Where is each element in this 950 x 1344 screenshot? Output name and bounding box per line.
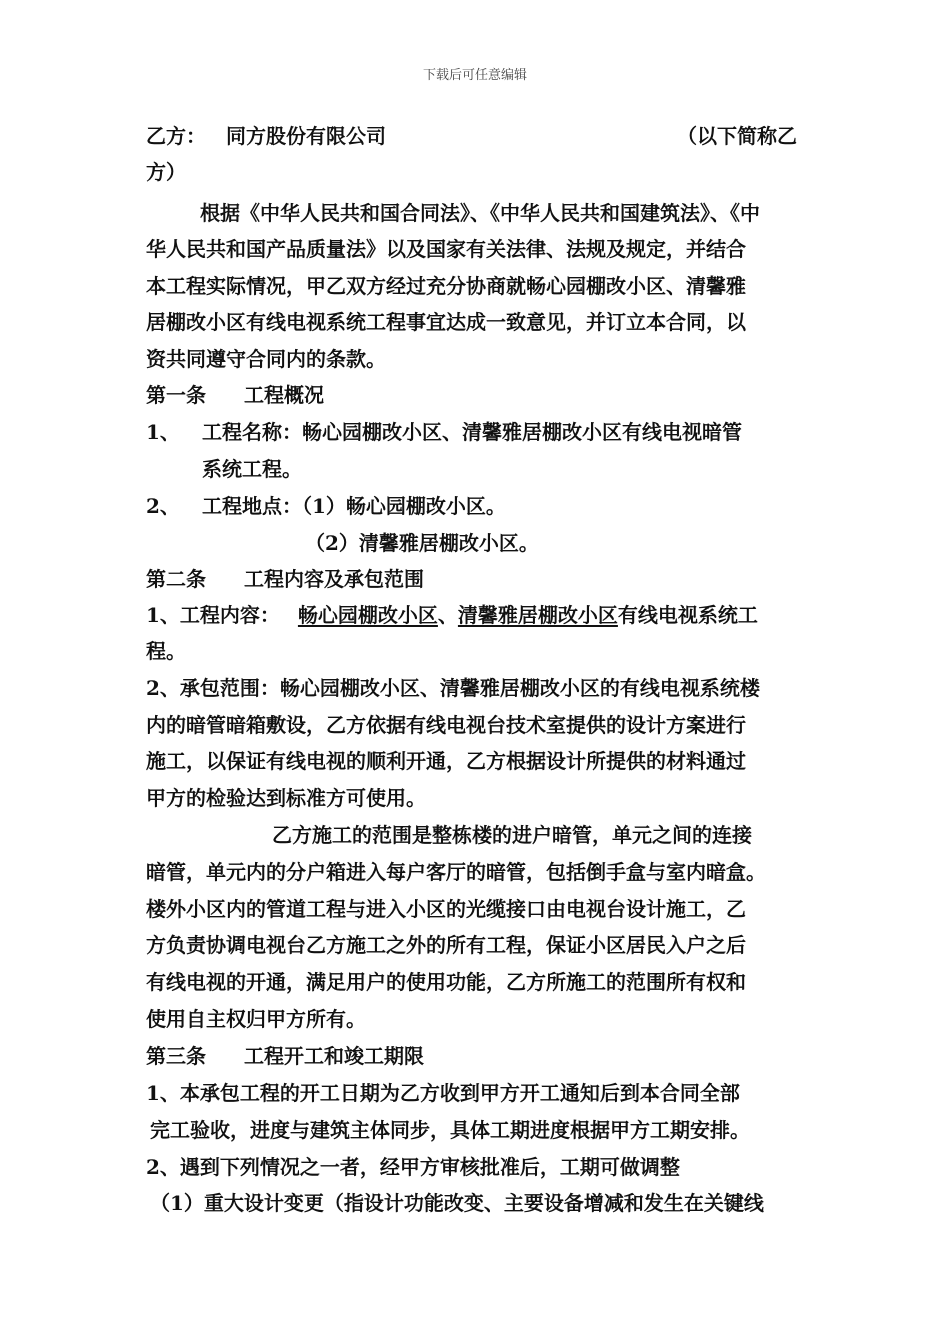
page-header-note: 下载后可任意编辑: [422, 68, 527, 83]
article-3-item-1-line-1: 1、本承包工程的开工日期为乙方收到甲方开工通知后到本合同全部: [146, 1081, 740, 1105]
article-2-para-line-3: 楼外小区内的管道工程与进入小区的光缆接口由电视台设计施工，乙: [146, 897, 746, 921]
article-3-item-1-line-2: 完工验收，进度与建筑主体同步，具体工期进度根据甲方工期安排。: [150, 1118, 750, 1142]
article-2-scope-line-3: 施工，以保证有线电视的顺利开通，乙方根据设计所提供的材料通过: [146, 749, 746, 773]
article-1-heading: 工程概况: [244, 383, 324, 407]
party-b-abbr-line-2: 方）: [146, 160, 186, 184]
article-2-para-line-2: 暗管，单元内的分户箱进入每户客厅的暗管，包括倒手盒与室内暗盒。: [146, 860, 766, 884]
article-2-scope-line-2: 内的暗管暗箱敷设，乙方依据有线电视台技术室提供的设计方案进行: [146, 713, 746, 737]
preamble-line-2: 华人民共和国产品质量法》以及国家有关法律、法规及规定，并结合: [146, 237, 746, 261]
article-3-item-2-line-2: （1）重大设计变更（指设计功能改变、主要设备增减和发生在关键线: [150, 1191, 764, 1215]
party-b-line: [146, 123, 386, 149]
article-2-content-line-1: [146, 602, 758, 628]
article-3-title: [146, 1043, 424, 1069]
preamble-line-3: 本工程实际情况，甲乙双方经过充分协商就畅心园棚改小区、清馨雅: [146, 274, 746, 298]
article-2-para-line-6: 使用自主权归甲方所有。: [146, 1007, 366, 1031]
article-3-item-2-line-1: 2、遇到下列情况之一者，经甲方审核批准后，工期可做调整: [146, 1155, 680, 1179]
article-1-item-1-line-2: 系统工程。: [202, 457, 302, 481]
article-2-title: [146, 566, 424, 592]
party-b-abbr-line-1: （以下简称乙: [677, 124, 797, 148]
project-name-1: 畅心园棚改小区: [297, 603, 438, 627]
article-2-content-line-2: 程。: [146, 639, 186, 663]
preamble-line-5: 资共同遵守合同内的条款。: [146, 347, 386, 371]
preamble-line-1: 根据《中华人民共和国合同法》、《中华人民共和国建筑法》、《中: [200, 201, 760, 225]
article-1-item-2-number: 2、: [146, 494, 180, 518]
article-2-scope-line-1: 2、承包范围：畅心园棚改小区、清馨雅居棚改小区的有线电视系统楼: [146, 676, 760, 700]
article-2-number: 第二条: [146, 567, 206, 591]
party-b-name: 同方股份有限公司: [226, 124, 386, 148]
article-1-item-2-line-2: （2）清馨雅居棚改小区。: [305, 531, 539, 555]
article-3-heading: 工程开工和竣工期限: [244, 1044, 424, 1068]
article-1-item-1-number: 1、: [146, 420, 180, 444]
content-suffix: 有线电视系统工: [617, 603, 758, 627]
article-1-item-1-line-1: 工程名称：畅心园棚改小区、清馨雅居棚改小区有线电视暗管: [202, 420, 742, 444]
article-2-para-line-1: 乙方施工的范围是整栋楼的进户暗管，单元之间的连接: [272, 823, 752, 847]
article-2-para-line-5: 有线电视的开通，满足用户的使用功能，乙方所施工的范围所有权和: [146, 970, 746, 994]
article-1-number: 第一条: [146, 383, 206, 407]
party-b-label: 乙方：: [146, 124, 206, 148]
article-2-para-line-4: 方负责协调电视台乙方施工之外的所有工程，保证小区居民入户之后: [146, 933, 746, 957]
article-1-item-2-line-1: 工程地点：（1）畅心园棚改小区。: [202, 494, 506, 518]
article-3-number: 第三条: [146, 1044, 206, 1068]
article-1-title: [146, 382, 324, 408]
project-name-2: 清馨雅居棚改小区: [457, 603, 618, 627]
content-label: 1、工程内容：: [146, 603, 280, 627]
preamble-line-4: 居棚改小区有线电视系统工程事宜达成一致意见，并订立本合同，以: [146, 310, 746, 334]
article-2-scope-line-4: 甲方的检验达到标准方可使用。: [146, 786, 426, 810]
content-separator: 、: [437, 603, 458, 627]
article-2-heading: 工程内容及承包范围: [244, 567, 424, 591]
